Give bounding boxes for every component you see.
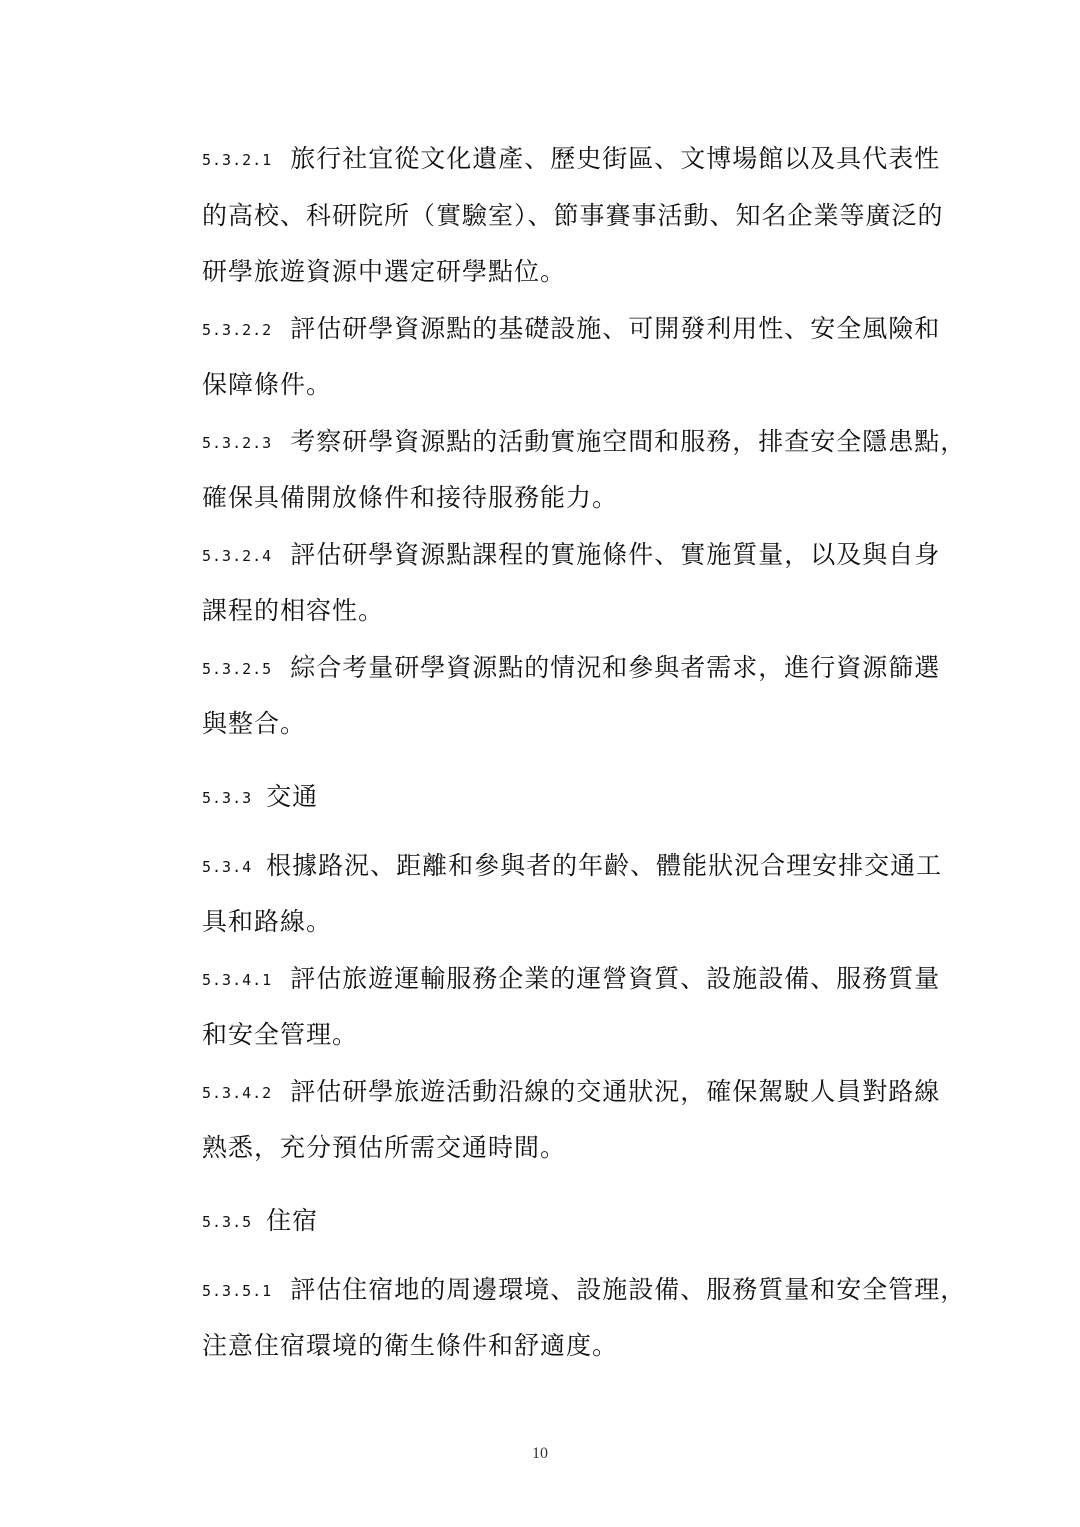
paragraph-line	[202, 906, 922, 938]
paragraph-line	[202, 708, 922, 740]
clause-number: 5.3.5.1	[202, 1282, 273, 1300]
clause-number: 5.3.4.1	[202, 971, 273, 989]
clause-number: 5.3.2.1	[202, 151, 273, 169]
page-number: 10	[532, 1445, 548, 1462]
paragraph-line	[202, 1330, 922, 1362]
section-heading	[202, 781, 922, 814]
paragraph-line	[202, 652, 941, 685]
clause-text: 評估研學旅遊活動沿線的交通狀況，確保駕駛人員對路線	[290, 1077, 941, 1106]
clause-text: 注意住宿環境的衛生條件和舒適度。	[202, 1331, 619, 1360]
clause-number: 5.3.2.4	[202, 547, 273, 565]
clause-text: 評估研學資源點的基礎設施、可開發利用性、安全風險和	[290, 314, 941, 343]
clause-text: 綜合考量研學資源點的情況和參與者需求，進行資源篩選	[290, 653, 941, 682]
paragraph-line	[202, 850, 943, 883]
paragraph-line	[202, 313, 941, 346]
clause-number: 5.3.3	[202, 789, 253, 807]
clause-number: 5.3.2.3	[202, 434, 273, 452]
clause-number: 5.3.5	[202, 1213, 253, 1231]
clause-text: 熟悉，充分預估所需交通時間。	[202, 1133, 567, 1162]
paragraph-line	[202, 369, 922, 401]
paragraph-line	[202, 1274, 967, 1307]
clause-text: 具和路線。	[202, 907, 333, 936]
clause-text: 評估住宿地的周邊環境、設施設備、服務質量和安全管理，	[290, 1275, 967, 1304]
clause-number: 5.3.4	[202, 858, 253, 876]
paragraph-line	[202, 426, 967, 459]
paragraph-line	[202, 1019, 922, 1051]
clause-text: 評估旅遊運輸服務企業的運營資質、設施設備、服務質量	[290, 964, 941, 993]
clause-number: 5.3.2.5	[202, 660, 273, 678]
paragraph-line	[202, 963, 941, 996]
clause-text: 住宿	[266, 1206, 319, 1235]
clause-text: 研學旅遊資源中選定研學點位。	[202, 257, 567, 286]
paragraph-line	[202, 482, 922, 514]
clause-text: 交通	[266, 782, 319, 811]
paragraph-line	[202, 1076, 941, 1109]
clause-number: 5.3.4.2	[202, 1084, 273, 1102]
paragraph-line	[202, 595, 922, 627]
paragraph-line	[202, 256, 922, 288]
paragraph-line	[202, 200, 944, 232]
clause-text: 課程的相容性。	[202, 596, 385, 625]
paragraph-line	[202, 143, 941, 176]
clause-text: 和安全管理。	[202, 1020, 359, 1049]
clause-text: 確保具備開放條件和接待服務能力。	[202, 483, 619, 512]
section-heading	[202, 1205, 922, 1238]
clause-text: 保障條件。	[202, 370, 333, 399]
paragraph-line	[202, 539, 941, 572]
clause-number: 5.3.2.2	[202, 321, 273, 339]
clause-text: 旅行社宜從文化遺產、歷史街區、文博場館以及具代表性	[290, 144, 941, 173]
clause-text: 考察研學資源點的活動實施空間和服務，排查安全隱患點，	[290, 427, 967, 456]
paragraph-line	[202, 1132, 922, 1164]
clause-text: 根據路況、距離和參與者的年齡、體能狀況合理安排交通工	[266, 851, 943, 880]
clause-text: 評估研學資源點課程的實施條件、實施質量，以及與自身	[290, 540, 941, 569]
clause-text: 與整合。	[202, 709, 307, 738]
clause-text: 的高校、科研院所（實驗室）、節事賽事活動、知名企業等廣泛的	[202, 201, 944, 230]
